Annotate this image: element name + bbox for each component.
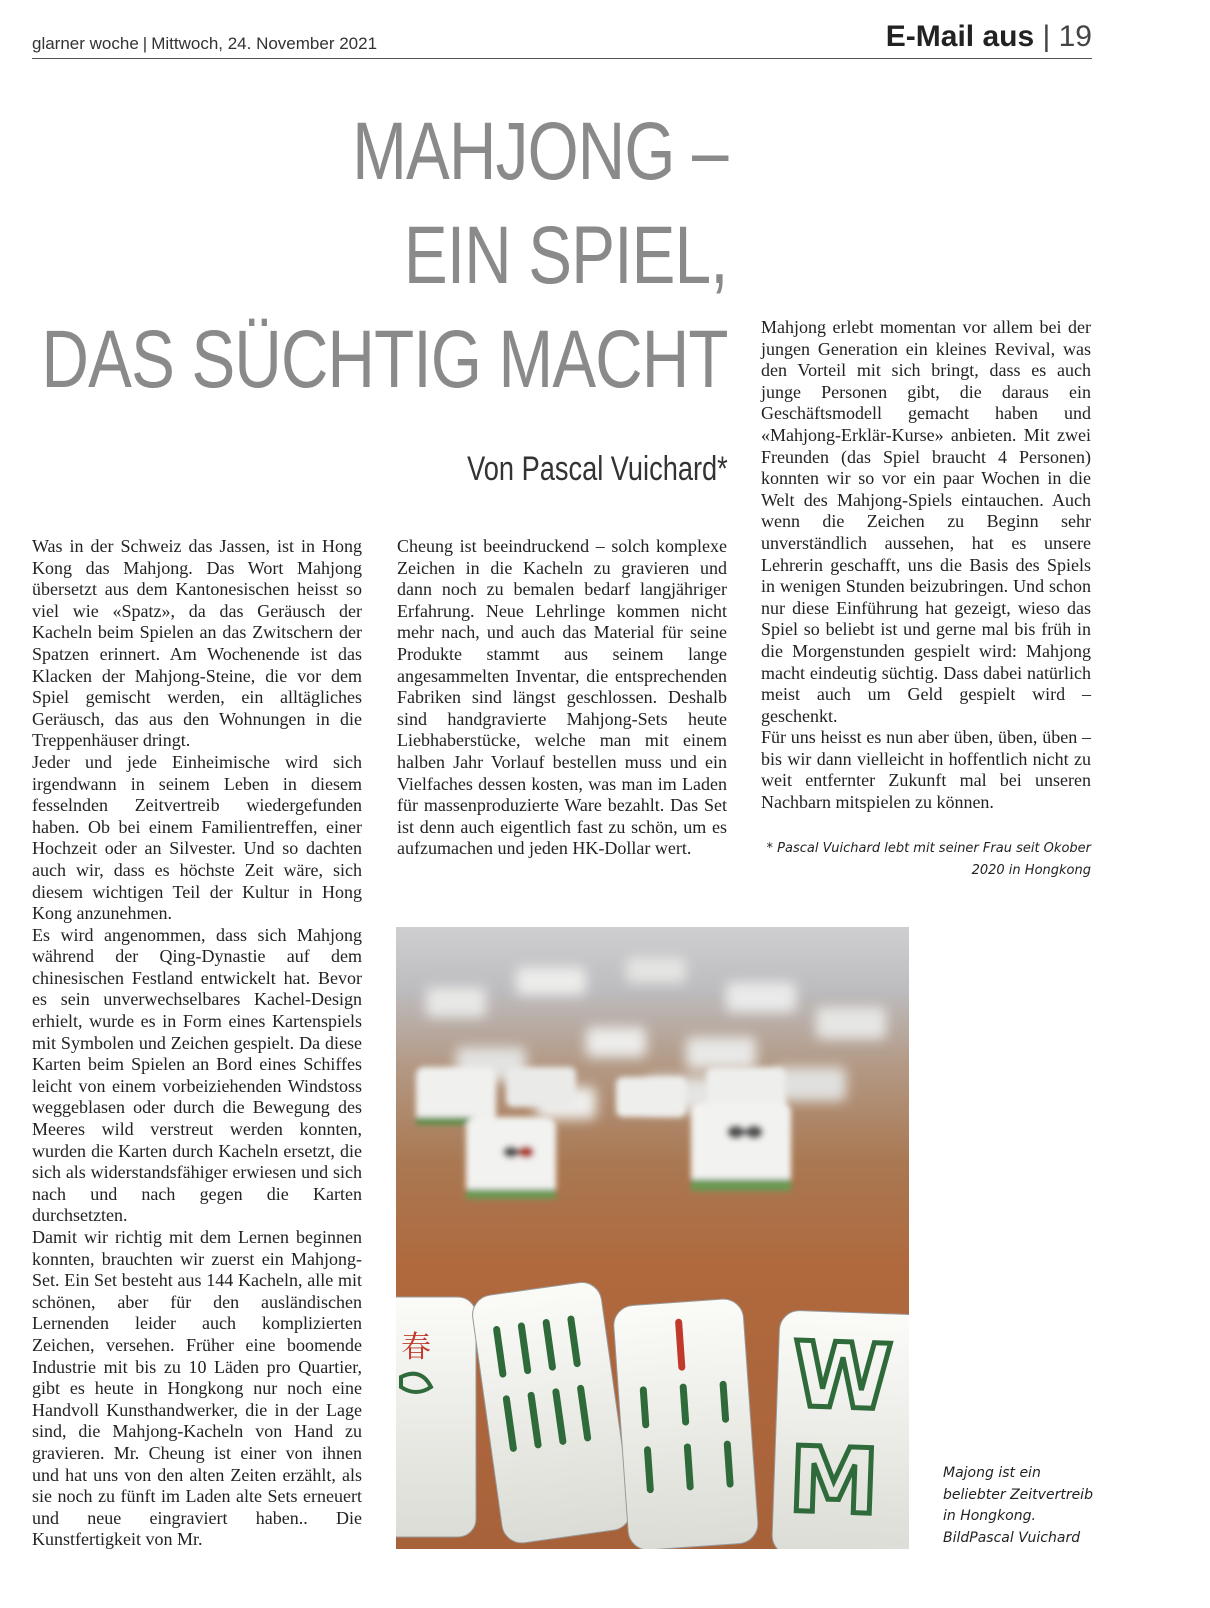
mahjong-tiles-photo xyxy=(396,927,909,1549)
footnote-line: 2020 in Hongkong xyxy=(971,863,1091,878)
paragraph: Es wird angenommen, dass sich Mahjong während der Qing-Dynastie auf dem chinesischen Festland entwickelt hat. Bevor es sein unverwechselbares Kachel-Design erhielt, wurde es in Form eines Kartenspiels mit Symbolen und Zeichen gespielt. Da diese Karten beim Spielen an Bord eines Schiffes leicht von einem vorbeiziehenden Windstoss weggeblasen oder durch die Bewegung des Meeres wild verstreut werden konnten, wurden die Karten durch Kacheln ersetzt, die sich als widerstandsfähiger erwiesen und sich nach und nach gegen die Karten durchsetzten. xyxy=(32,924,362,1226)
publication-name: glarner woche xyxy=(32,34,139,53)
caption-line: Majong ist ein xyxy=(943,1465,1041,1481)
section-title: E-Mail aus xyxy=(885,20,1035,53)
headline-line: EIN SPIEL, xyxy=(404,210,728,301)
page-header-right xyxy=(886,20,1092,54)
footnote-line: * Pascal Vuichard lebt mit seiner Frau seit Okober xyxy=(766,841,1091,856)
page-number: 19 xyxy=(1058,20,1092,53)
tile-glyph: 春 xyxy=(401,1330,431,1365)
header-rule xyxy=(32,58,1092,59)
header-divider: | xyxy=(1042,20,1051,53)
headline-line: MAHJONG – xyxy=(352,106,728,197)
paragraph: Cheung ist beeindruckend – solch komplexe Zeichen in die Kacheln zu gravieren und dann noch zu bemalen bedarf langjähriger Erfahrung. Neue Lehrlinge kommen nicht mehr nach, und auch das Material für seine Produkte stammt aus seinem lange angesammelten Inventar, die entsprechenden Fabriken sind längst geschlossen. Deshalb sind handgravierte Mahjong-Sets heute Liebhaberstücke, welche man mit einem halben Jahr Vorlauf bestellen muss und ein Vielfaches dessen kosten, was man im Laden für massenproduzierte Ware bezahlt. Das Set ist denn auch eigentlich fast zu schön, um es aufzumachen und jeden HK-Dollar wert. xyxy=(397,536,727,859)
page-header-left xyxy=(32,34,377,54)
paragraph: Für uns heisst es nun aber üben, üben, üben – bis wir dann vielleicht in hoffentlich nicht zu weit entfernter Zukunft mal bei unseren Nachbarn mitspielen zu können. xyxy=(761,727,1091,813)
article-column-1 xyxy=(32,536,362,1551)
photo-illustration xyxy=(396,927,909,1549)
caption-line: beliebter Zeitvertreib xyxy=(943,1486,1093,1503)
tile-glyph: W xyxy=(790,1322,894,1431)
foreground-tiles xyxy=(396,1280,909,1549)
article-column-2 xyxy=(397,536,727,860)
paragraph: Mahjong erlebt momentan vor allem bei der jungen Generation ein kleines Revival, was den Vorteil mit sich bringt, dass es auch junge Personen gibt, die daraus ein Geschäftsmodell gemacht haben und «Mahjong-Erklär-Kurse» anbieten. Mit zwei Freunden (das Spiel braucht 4 Personen) konnten wir so vor ein paar Wochen in die Welt des Mahjong-Spiels eintauchen. Auch wenn die Zeichen zu Beginn sehr unverständlich aussehen, hat es unsere Lehrerin geschafft, uns die Basis des Spiels in wenigen Stunden beizubringen. Und schon nur diese Einführung hat gezeigt, wieso das Spiel so beliebt ist und gerne mal bis früh in die Morgenstunden gespielt wird: Mahjong macht eindeutig süchtig. Dass dabei natürlich meist auch um Geld gespielt wird – geschenkt. xyxy=(761,317,1091,726)
header-divider: | xyxy=(142,34,148,53)
headline-line: DAS SÜCHTIG MACHT xyxy=(41,314,728,405)
tile-glyph: M xyxy=(787,1427,881,1536)
article-headline xyxy=(42,100,728,412)
article-column-3 xyxy=(761,317,1091,814)
paragraph: Was in der Schweiz das Jassen, ist in Hong Kong das Mahjong. Das Wort Mahjong übersetzt aus dem Kantonesischen heisst so viel wie «Spatz», da das Geräusch der Kacheln beim Spielen an das Zwitschern der Spatzen erinnert. Am Wochenende ist das Klacken der Mahjong-Steine, die vor dem Spiel gemischt werden, ein alltägliches Geräusch, das aus den Wohnungen in die Treppenhäuser dringt. xyxy=(32,536,362,751)
paragraph: Damit wir richtig mit dem Lernen beginnen konnten, brauchten wir zuerst ein Mahjong-Set. Ein Set besteht aus 144 Kacheln, alle mit schönen, aber für den ausländischen Lernenden leider auch komplizierten Zeichen, versehen. Früher eine boomende Industrie mit bis zu 10 Läden pro Quartier, gibt es heute in Hongkong nur noch eine Handvoll Kunsthandwerker, die in der Lage sind, die Mahjong-Kacheln von Hand zu gravieren. Mr. Cheung ist einer von ihnen und hat uns von den alten Zeiten erzählt, als sie noch zu fünft im Laden alte Sets erneuert und neue eingraviert haben.. Die Kunstfertigkeit von Mr. xyxy=(32,1227,362,1550)
midground-tiles xyxy=(416,1067,791,1199)
photo-caption xyxy=(943,1463,1143,1549)
paragraph: Jeder und jede Einheimische wird sich irgendwann in seinem Leben in diesem fesselnden Zeitvertreib wiedergefunden haben. Ob bei einem Familientreffen, einer Hochzeit oder an Silvester. Und so dachten auch wir, dass es höchste Zeit wäre, sich diesem wichtigen Teil der Kultur in Hong Kong anzunehmen. xyxy=(32,751,362,924)
caption-line: in Hongkong. xyxy=(943,1508,1036,1524)
article-byline: Von Pascal Vuichard* xyxy=(467,450,728,488)
author-footnote xyxy=(761,838,1091,882)
publication-date: Mittwoch, 24. November 2021 xyxy=(151,34,378,53)
caption-line: BildPascal Vuichard xyxy=(943,1529,1081,1546)
